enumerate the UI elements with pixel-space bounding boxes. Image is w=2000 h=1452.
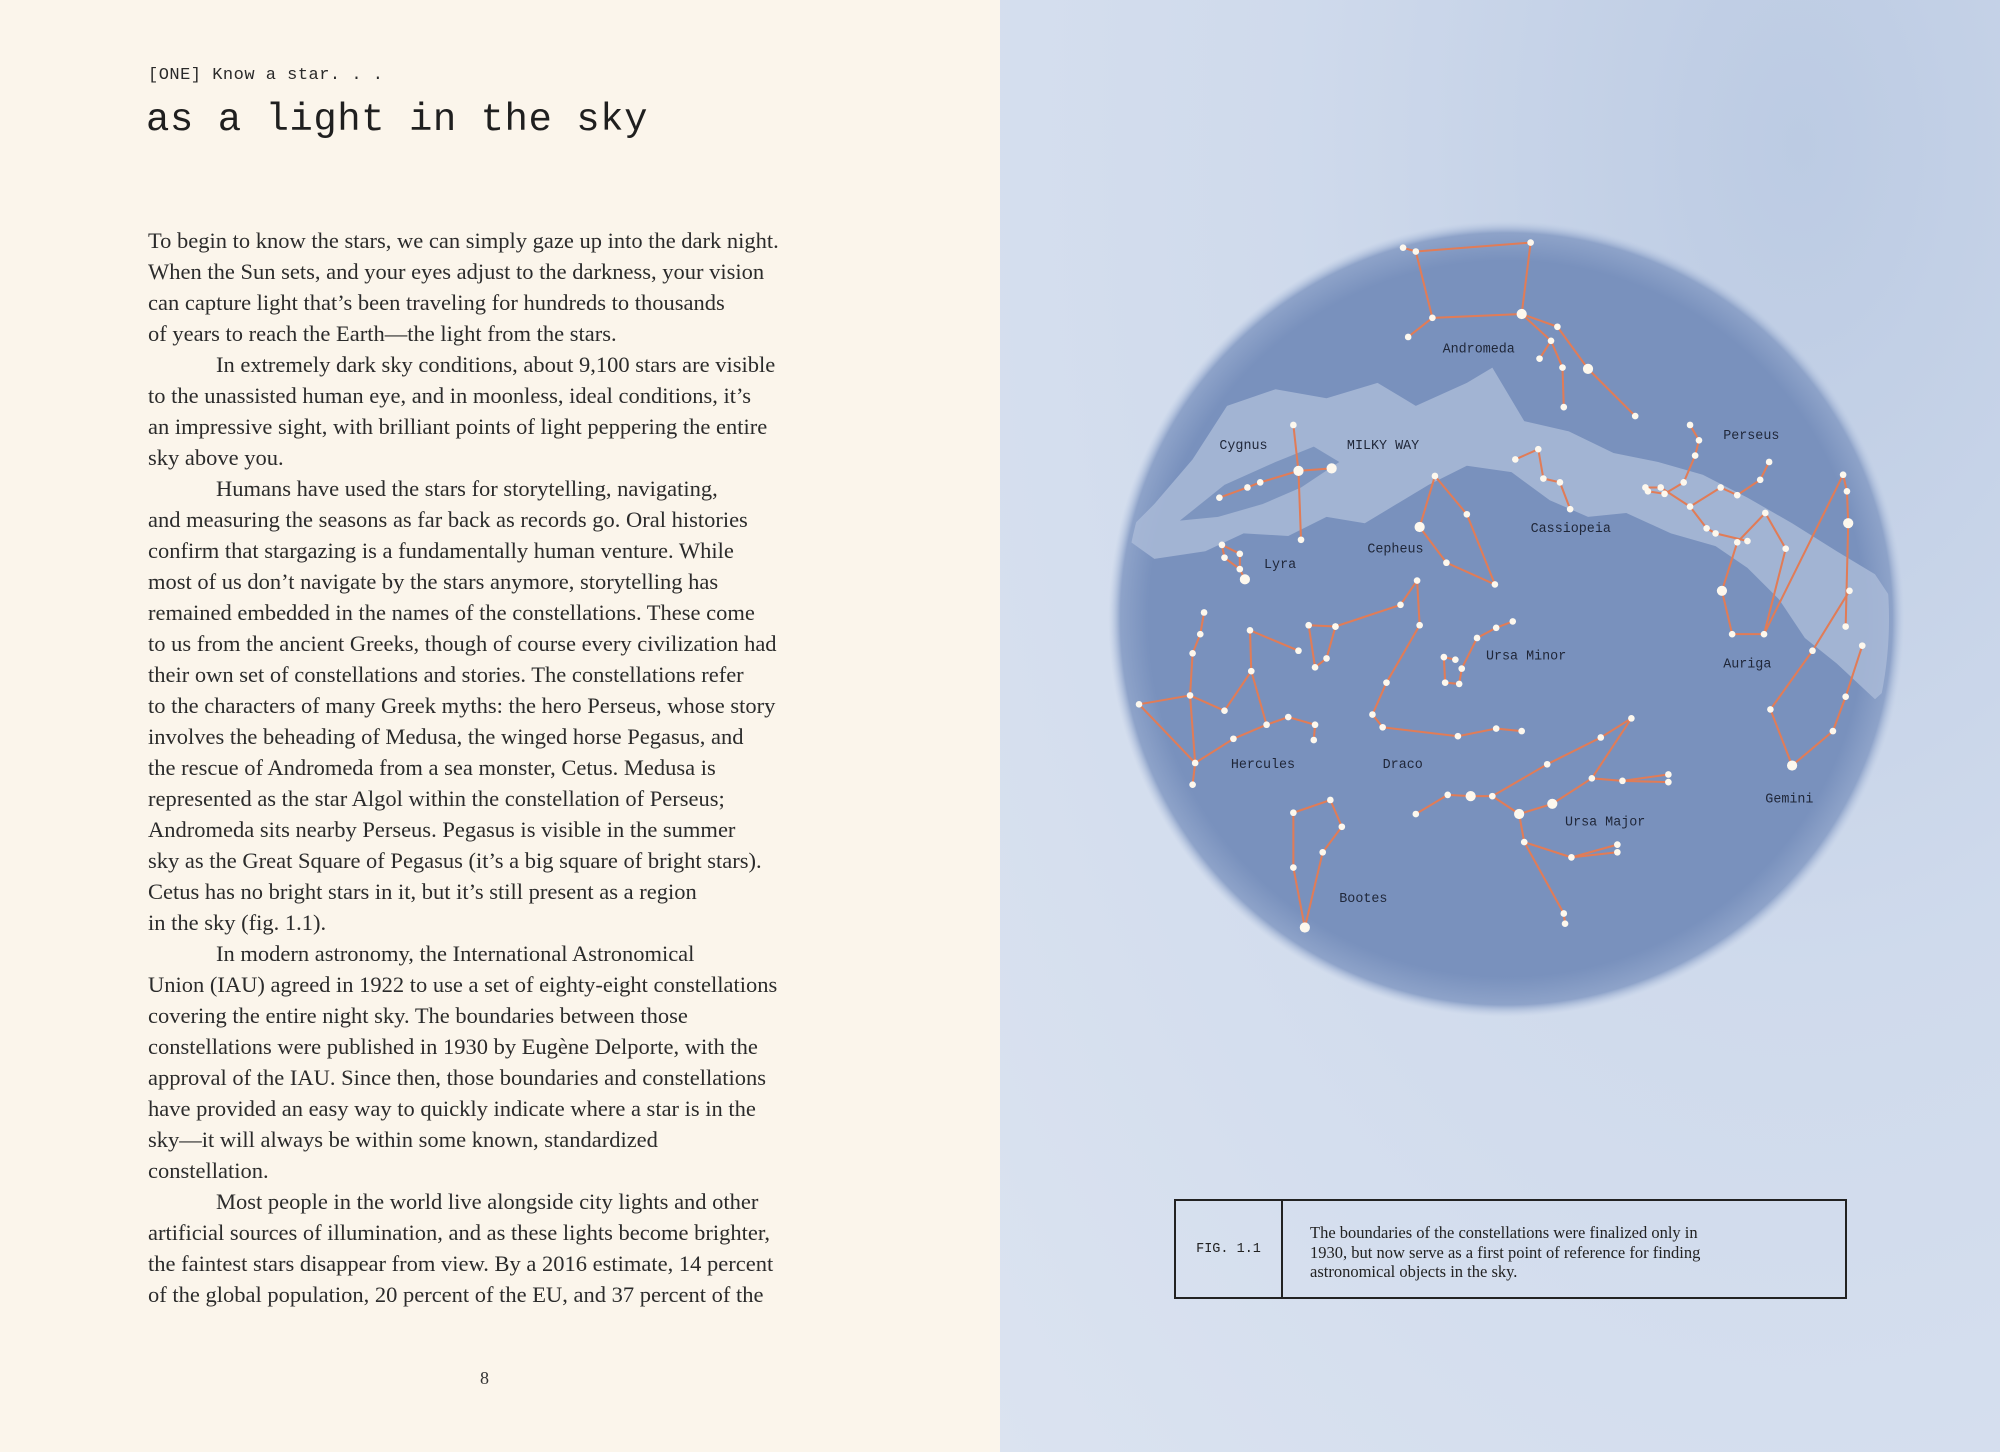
body-line: of the global population, 20 percent of the EU, and 37 percent of the [148,1282,764,1307]
star [1536,355,1543,362]
star [1416,622,1423,629]
star [1339,823,1346,830]
star [1415,522,1425,532]
star [1547,799,1557,809]
label-ursa-minor: Ursa Minor [1485,649,1567,665]
star [1240,574,1250,584]
star [1680,479,1687,486]
star [1400,244,1407,251]
label-andromeda: Andromeda [1442,342,1515,358]
star [1642,484,1649,491]
body-line: the faintest stars disappear from view. By a 2016 estimate, 14 percent [148,1251,774,1276]
star [1540,475,1547,482]
label-auriga: Auriga [1723,657,1772,673]
chapter-kicker: [ONE] Know a star. . . [148,66,384,85]
star [1521,839,1528,846]
caption-line: 1930, but now serve as a first point of reference for finding [1310,1242,1701,1262]
star [1332,623,1339,630]
star [1221,707,1228,714]
body-line: In extremely dark sky conditions, about 9,100 stars are visible [216,352,776,377]
star [1560,910,1567,917]
star [1846,587,1853,594]
star [1298,536,1305,543]
star [1589,775,1596,782]
body-line: Humans have used the stars for storytelling, navigating, [216,476,718,501]
label-milky-way: MILKY WAY [1346,439,1420,455]
label-gemini: Gemini [1765,792,1814,808]
star [1429,315,1436,322]
star [1413,811,1420,818]
star [1369,711,1376,718]
star [1489,793,1496,800]
sky-circle [1108,221,1904,1017]
star [1619,778,1626,785]
caption-line: The boundaries of the constellations were finalized only in [1310,1223,1698,1242]
star [1757,477,1764,484]
star [1696,437,1703,444]
star [1842,693,1849,700]
body-line: most of us don’t navigate by the stars anymore, storytelling has [148,569,719,594]
star [1548,337,1555,344]
star [1236,550,1243,557]
star [1527,239,1534,246]
body-line: of years to reach the Earth—the light from the stars. [148,321,617,346]
body-line: When the Sun sets, and your eyes adjust to the darkness, your vision [148,259,765,284]
label-cygnus: Cygnus [1219,439,1268,455]
star [1432,473,1439,480]
star [1632,413,1639,420]
star [1442,679,1449,686]
star [1687,503,1694,510]
star [1661,491,1668,498]
star [1535,446,1542,453]
star [1290,809,1297,816]
star [1509,618,1516,625]
body-line: To begin to know the stars, we can simply gaze up into the dark night. [148,228,779,253]
star [1517,309,1527,319]
star [1221,554,1228,561]
star [1189,781,1196,788]
star [1219,542,1226,549]
body-line: Most people in the world live alongside city lights and other [216,1189,759,1214]
body-line: sky—it will always be within some known, standardized [148,1127,658,1152]
star [1383,679,1390,686]
star [1514,809,1524,819]
body-line: confirm that stargazing is a fundamentally human venture. While [148,538,734,563]
body-line: an impressive sight, with brilliant points of light peppering the entire [148,414,768,439]
star [1295,647,1302,654]
star [1567,506,1574,513]
star [1452,656,1459,663]
star [1327,797,1334,804]
star [1665,771,1672,778]
star [1247,627,1254,634]
star [1201,609,1208,616]
star [1554,323,1561,330]
star [1405,334,1412,341]
body-line: Andromeda sits nearby Perseus. Pegasus is visible in the summer [148,817,736,842]
body-line: represented as the star Algol within the constellation of Perseus; [148,786,725,811]
star [1236,566,1243,573]
star [1712,530,1719,537]
star [1518,728,1525,735]
star [1285,714,1292,721]
star [1187,692,1194,699]
star [1197,631,1204,638]
label-draco: Draco [1382,758,1423,774]
star [1305,622,1312,629]
star [1323,655,1330,662]
star [1290,422,1297,429]
star [1379,724,1386,731]
star [1782,545,1789,552]
star [1734,492,1741,499]
body-line: to the characters of many Greek myths: the hero Perseus, whose story [148,693,776,718]
label-bootes: Bootes [1339,892,1388,908]
label-lyra: Lyra [1264,557,1297,573]
star [1492,581,1499,588]
label-ursa-major: Ursa Major [1565,815,1646,831]
star [1327,463,1337,473]
star [1830,728,1837,735]
page-title: as a light in the sky [146,98,648,142]
body-line: to the unassisted human eye, and in moonless, ideal conditions, it’s [148,383,752,408]
body-line: Union (IAU) agreed in 1922 to use a set of eighty-eight constellations [148,972,778,997]
star [1248,668,1255,675]
star [1734,539,1741,546]
star [1840,471,1847,478]
star [1703,525,1710,532]
body-line: remained embedded in the names of the constellations. These come [148,600,755,625]
body-line: have provided an easy way to quickly indicate where a star is in the [148,1096,756,1121]
body-line: can capture light that’s been traveling for hundreds to thousands [148,290,725,315]
star [1729,631,1736,638]
star [1844,488,1851,495]
label-perseus: Perseus [1723,429,1780,445]
star [1493,624,1500,631]
body-line: In modern astronomy, the International Astronomical [216,941,695,966]
body-line: and measuring the seasons as far back as records go. Oral histories [148,507,748,532]
star [1687,422,1694,429]
body-line: sky as the Great Square of Pegasus (it’s a big square of bright stars). [148,848,762,873]
star [1717,586,1727,596]
star [1413,248,1420,255]
star [1512,456,1519,463]
star [1583,364,1593,374]
star [1657,484,1664,491]
star [1744,538,1751,545]
star [1761,631,1768,638]
star [1441,654,1448,661]
star [1474,635,1481,642]
star [1692,452,1699,459]
star [1464,511,1471,518]
star [1493,725,1500,732]
star [1809,647,1816,654]
star [1290,864,1297,871]
caption-line: astronomical objects in the sky. [1310,1262,1518,1281]
star [1310,737,1317,744]
body-line: constellations were published in 1930 by Eugène Delporte, with the [148,1034,758,1059]
star [1466,791,1476,801]
star [1455,733,1462,740]
body-line: to us from the ancient Greeks, though of course every civilization had [148,631,777,656]
star [1568,854,1575,861]
star [1717,484,1724,491]
page-number: 8 [480,1368,489,1388]
star [1230,735,1237,742]
body-line: constellation. [148,1158,269,1183]
body-line: their own set of constellations and stories. The constellations refer [148,662,744,687]
star [1766,459,1773,466]
star [1192,760,1199,767]
star [1443,559,1450,566]
star [1136,701,1143,708]
label-cassiopeia: Cassiopeia [1530,522,1611,538]
body-line: the rescue of Andromeda from a sea monster, Cetus. Medusa is [148,755,716,780]
caption-text [1283,1201,1700,1297]
star [1456,681,1463,688]
star [1859,642,1866,649]
star [1628,715,1635,722]
star [1559,364,1566,371]
star [1397,602,1404,609]
star [1562,920,1569,927]
star [1189,650,1196,657]
star [1560,404,1567,411]
body-line: approval of the IAU. Since then, those boundaries and constellations [148,1065,766,1090]
star [1216,494,1223,501]
star [1293,466,1303,476]
star [1842,623,1849,630]
star [1312,721,1319,728]
star [1614,841,1621,848]
star [1614,849,1621,856]
star [1444,792,1451,799]
body-line: in the sky (fig. 1.1). [148,910,327,935]
star [1244,484,1251,491]
star [1319,849,1326,856]
star [1544,761,1551,768]
body-line: Cetus has no bright stars in it, but it’s still present as a region [148,879,697,904]
constellation-line [1622,781,1668,782]
body-line: involves the beheading of Medusa, the winged horse Pegasus, and [148,724,744,749]
star [1762,510,1769,517]
star [1843,518,1853,528]
star [1665,779,1672,786]
star [1597,734,1604,741]
figure-number: FIG. 1.1 [1176,1201,1283,1297]
star [1557,479,1564,486]
body-line: covering the entire night sky. The boundaries between those [148,1003,688,1028]
body-line: artificial sources of illumination, and as these lights become brighter, [148,1220,771,1245]
star [1263,721,1270,728]
star [1787,760,1797,770]
star [1767,706,1774,713]
star [1458,665,1465,672]
figure-caption [1174,1199,1847,1299]
star [1414,577,1421,584]
star [1312,664,1319,671]
label-cepheus: Cepheus [1367,542,1424,558]
body-line: sky above you. [148,445,284,470]
label-hercules: Hercules [1230,758,1296,774]
star [1257,479,1264,486]
star [1300,922,1310,932]
